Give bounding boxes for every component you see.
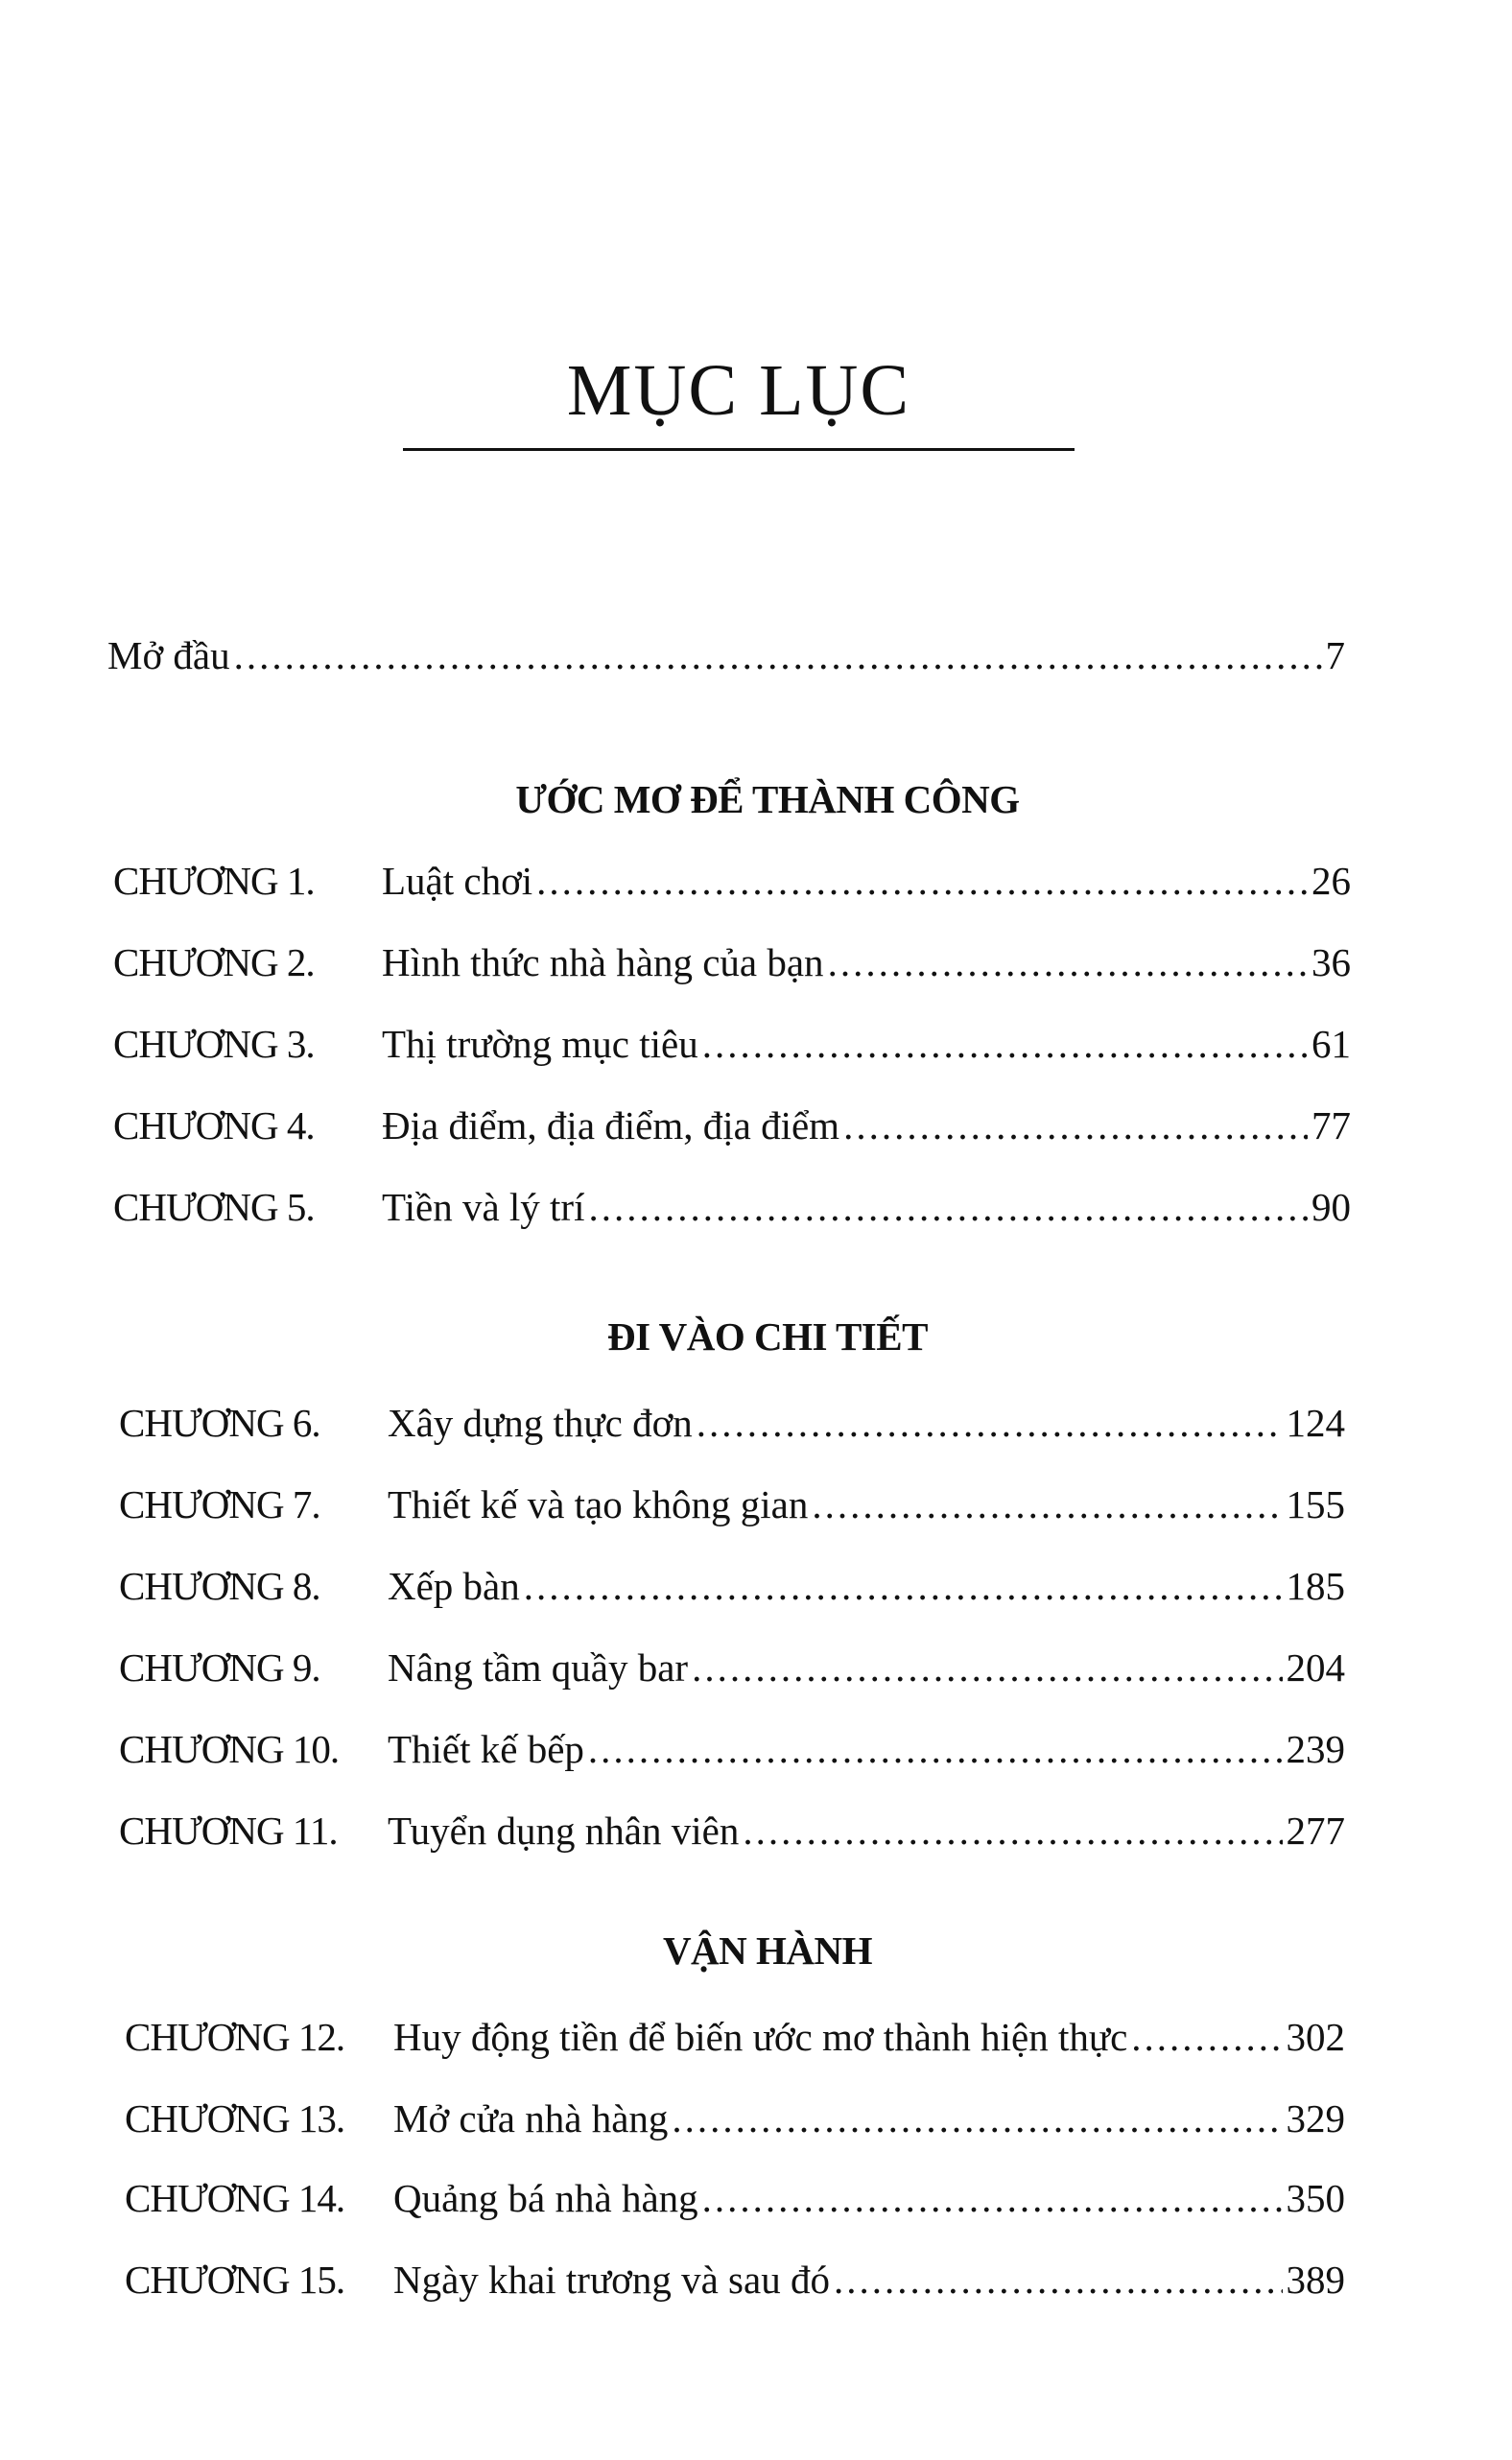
toc-entry-page: 350 [1286,2176,1345,2220]
toc-entry-title: Luật chơi [382,859,533,903]
page-title: MỤC LỤC [566,350,911,431]
toc-entry[interactable] [125,2253,1345,2306]
toc-entry-title: Thiết kế và tạo không gian [388,1482,809,1526]
dot-leader [588,1722,1283,1776]
dot-leader [234,628,1322,682]
toc-entry-title: Hình thức nhà hàng của bạn [382,940,824,984]
toc-entry-title: Mở đầu [107,633,230,677]
toc-entry-page: 185 [1286,1564,1345,1608]
dot-leader [743,1804,1282,1857]
section-heading: ƯỚC MƠ ĐỂ THÀNH CÔNG [515,777,1020,821]
title-underline [403,448,1075,451]
toc-entry-page: 155 [1286,1482,1345,1526]
dot-leader [536,854,1308,908]
dot-leader [843,1099,1308,1152]
chapter-number: CHƯƠNG 14. [125,2176,345,2220]
toc-entry[interactable] [125,2010,1345,2064]
chapter-number: CHƯƠNG 11. [119,1809,338,1853]
chapter-number: CHƯƠNG 8. [119,1564,320,1608]
toc-entry[interactable] [119,1722,1345,1776]
toc-entry[interactable] [119,1559,1345,1613]
chapter-number: CHƯƠNG 4. [113,1103,315,1147]
toc-entry[interactable] [113,935,1351,989]
toc-entry-page: 124 [1286,1401,1345,1445]
toc-entry-page: 7 [1325,633,1345,677]
toc-entry-page: 36 [1311,940,1351,984]
toc-entry-page: 90 [1311,1185,1351,1229]
chapter-number: CHƯƠNG 1. [113,859,315,903]
dot-leader [702,2171,1283,2225]
chapter-number: CHƯƠNG 13. [125,2096,345,2141]
chapter-number: CHƯƠNG 7. [119,1482,320,1526]
chapter-number: CHƯƠNG 9. [119,1645,320,1690]
toc-entry-title: Tiền và lý trí [382,1185,585,1229]
toc-entry-title: Quảng bá nhà hàng [393,2176,698,2220]
toc-entry[interactable] [113,1099,1351,1152]
toc-entry[interactable] [113,1180,1351,1234]
chapter-number: CHƯƠNG 2. [113,940,315,984]
toc-entry[interactable] [113,854,1351,908]
dot-leader [702,1017,1308,1071]
toc-entry[interactable] [113,1017,1351,1071]
toc-entry[interactable] [119,1478,1345,1531]
dot-leader [1131,2010,1282,2064]
toc-entry-page: 329 [1286,2096,1345,2141]
dot-leader [692,1641,1282,1694]
toc-entry-page: 239 [1286,1727,1345,1771]
toc-entry[interactable] [119,1804,1345,1857]
dot-leader [834,2253,1283,2306]
toc-entry-intro[interactable] [107,628,1345,682]
dot-leader [812,1478,1282,1531]
toc-entry-title: Thị trường mục tiêu [382,1022,698,1066]
section-heading: ĐI VÀO CHI TIẾT [607,1314,928,1359]
chapter-number: CHƯƠNG 6. [119,1401,320,1445]
toc-entry-page: 26 [1311,859,1351,903]
toc-entry-title: Tuyển dụng nhân viên [388,1809,740,1853]
dot-leader [672,2092,1282,2145]
toc-entry-title: Xây dựng thực đơn [388,1401,693,1445]
dot-leader [524,1559,1283,1613]
toc-entry-page: 61 [1311,1022,1351,1066]
toc-entry-page: 204 [1286,1645,1345,1690]
toc-entry-page: 302 [1286,2015,1345,2059]
section-heading: VẬN HÀNH [662,1928,873,1973]
toc-entry-title: Huy động tiền để biến ước mơ thành hiện thực [393,2015,1128,2059]
chapter-number: CHƯƠNG 12. [125,2015,345,2059]
toc-entry-page: 389 [1286,2258,1345,2302]
toc-entry[interactable] [119,1641,1345,1694]
toc-entry[interactable] [125,2171,1345,2225]
dot-leader [828,935,1308,989]
dot-leader [588,1180,1308,1234]
toc-entry-title: Xếp bàn [388,1564,520,1608]
chapter-number: CHƯƠNG 10. [119,1727,340,1771]
toc-entry[interactable] [125,2092,1345,2145]
toc-entry-title: Thiết kế bếp [388,1727,584,1771]
toc-entry-page: 77 [1311,1103,1351,1147]
chapter-number: CHƯƠNG 5. [113,1185,315,1229]
toc-entry-title: Ngày khai trương và sau đó [393,2258,830,2302]
chapter-number: CHƯƠNG 3. [113,1022,315,1066]
toc-entry-title: Địa điểm, địa điểm, địa điểm [382,1103,840,1147]
toc-entry[interactable] [119,1396,1345,1450]
toc-entry-title: Mở cửa nhà hàng [393,2096,669,2141]
dot-leader [697,1396,1283,1450]
toc-entry-title: Nâng tầm quầy bar [388,1645,689,1690]
toc-entry-page: 277 [1286,1809,1345,1853]
chapter-number: CHƯƠNG 15. [125,2258,345,2302]
